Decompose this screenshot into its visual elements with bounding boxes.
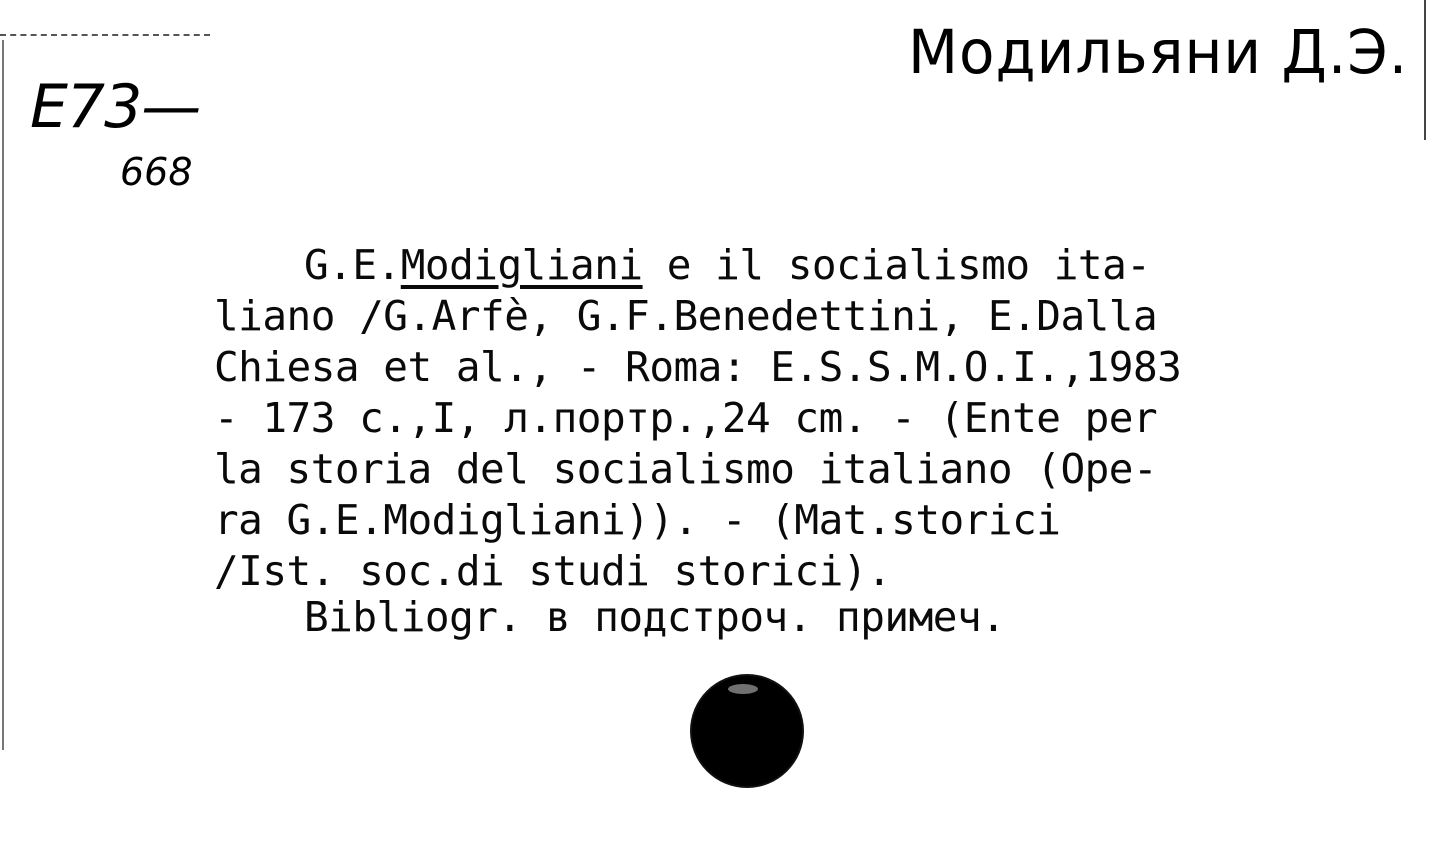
entry-line-1 [304, 240, 1150, 291]
entry-note-line: Bibliogr. в подстроч. примеч. [304, 593, 1006, 641]
scan-edge-top [0, 34, 210, 36]
entry-title-underlined: Modigliani [400, 241, 643, 289]
entry-line-2: liano /G.Arfè, G.F.Benedettini, E.Dalla [214, 292, 1158, 340]
entry-line-3: Chiesa et al., - Roma: E.S.S.M.O.I.,1983 [214, 343, 1182, 391]
shelfmark-main: E73— [30, 72, 201, 142]
scan-edge-left [2, 40, 4, 750]
entry-line-6: ra G.E.Modigliani)). - (Mat.storici [214, 496, 1061, 544]
entry-line-4: - 173 c.,I, л.портр.,24 cm. - (Ente per [214, 394, 1158, 442]
scan-edge-right [1424, 0, 1426, 140]
entry-line-1-prefix: G.E. [304, 241, 401, 289]
punch-hole [692, 676, 802, 786]
entry-line-1-rest: e il socialismo ita- [642, 241, 1151, 289]
shelfmark-sub: 668 [120, 150, 193, 194]
entry-line-5: la storia del socialismo italiano (Ope- [214, 445, 1158, 493]
author-heading: Модильяни Д.Э. [908, 16, 1409, 88]
entry-line-7: /Ist. soc.di studi storici). [214, 547, 892, 595]
